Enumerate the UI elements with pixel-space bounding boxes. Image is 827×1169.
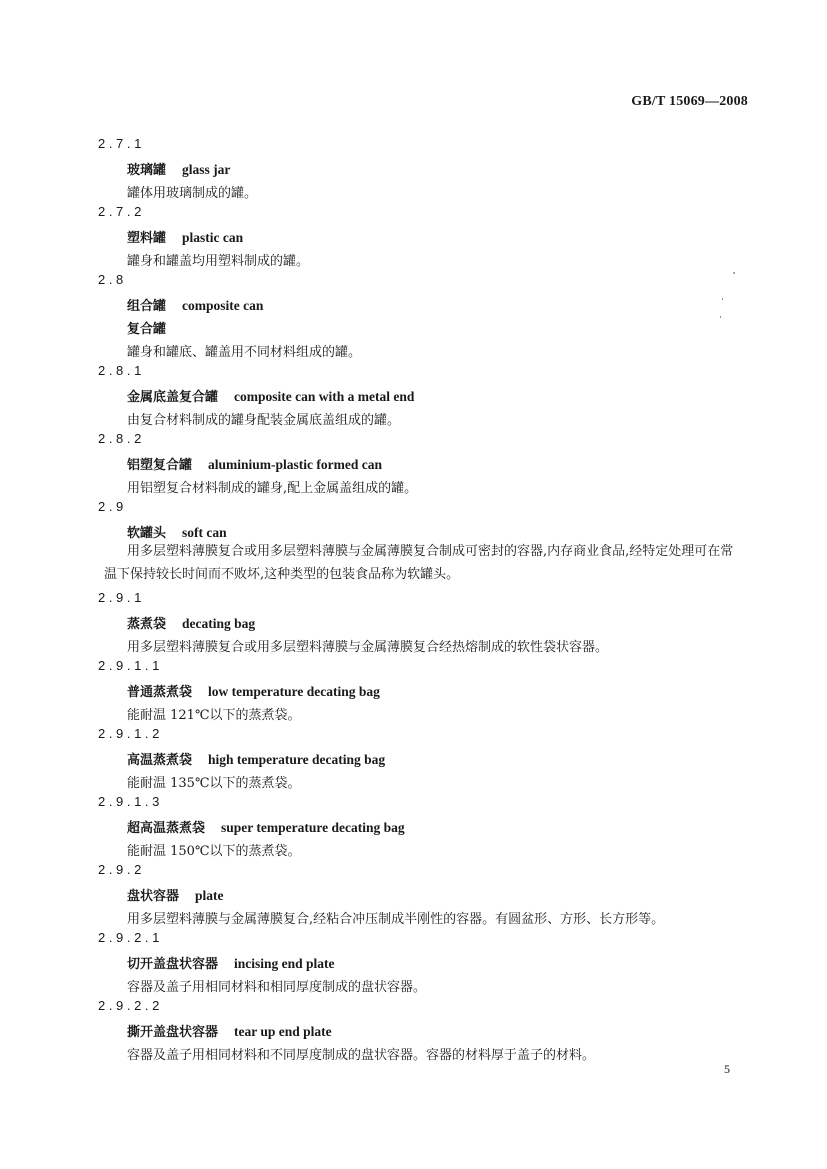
term-definition: 用铝塑复合材料制成的罐身,配上金属盖组成的罐。 [127, 481, 418, 496]
term-definition: 容器及盖子用相同材料和不同厚度制成的盘状容器。容器的材料厚于盖子的材料。 [127, 1048, 596, 1063]
term-en: composite can [182, 298, 264, 313]
term-zh: 高温蒸煮袋 [127, 753, 193, 768]
term-heading [127, 681, 380, 700]
term-heading [127, 953, 335, 972]
clause-number: 2.7.1 [98, 136, 145, 151]
term-zh: 软罐头 [127, 526, 167, 541]
term-en: glass jar [182, 162, 231, 177]
term-heading [127, 749, 385, 768]
clause-number: 2.9.2.1 [98, 930, 163, 945]
clause-number: 2.9.2 [98, 862, 145, 877]
term-heading [127, 227, 243, 246]
term-en: tear up end plate [234, 1024, 332, 1039]
term-heading [127, 817, 405, 836]
term-zh: 盘状容器 [127, 889, 180, 904]
term-definition: 能耐温 150℃以下的蒸煮袋。 [127, 844, 301, 859]
page-number: 5 [724, 1062, 730, 1076]
term-definition: 罐体用玻璃制成的罐。 [127, 186, 258, 201]
clause-number: 2.9.1.3 [98, 794, 163, 809]
term-zh: 铝塑复合罐 [127, 458, 193, 473]
term-zh: 超高温蒸煮袋 [127, 821, 206, 836]
term-en: super temperature decating bag [221, 820, 405, 835]
term-en: aluminium-plastic formed can [208, 457, 383, 472]
term-en: high temperature decating bag [208, 752, 386, 767]
term-synonym [127, 318, 166, 337]
term-definition: 能耐温 135℃以下的蒸煮袋。 [127, 776, 301, 791]
clause-number: 2.9.1.2 [98, 726, 163, 741]
term-zh: 蒸煮袋 [127, 617, 167, 632]
clause-number: 2.9.2.2 [98, 998, 163, 1013]
term-heading [127, 454, 382, 473]
clause-number: 2.9.1 [98, 590, 145, 605]
clause-number: 2.8 [98, 272, 127, 287]
term-en: plastic can [182, 230, 244, 245]
term-definition: 能耐温 121℃以下的蒸煮袋。 [127, 708, 301, 723]
term-definition: 罐身和罐盖均用塑料制成的罐。 [127, 254, 310, 269]
term-en: incising end plate [234, 956, 335, 971]
scan-speck [722, 298, 723, 300]
clause-number: 2.9 [98, 499, 127, 514]
clause-number: 2.8.1 [98, 363, 145, 378]
term-zh: 金属底盖复合罐 [127, 390, 219, 405]
term-zh: 切开盖盘状容器 [127, 957, 219, 972]
term-definition: 容器及盖子用相同材料和相同厚度制成的盘状容器。 [127, 980, 427, 995]
standard-code-header: GB/T 15069—2008 [631, 94, 748, 109]
clause-number: 2.7.2 [98, 204, 145, 219]
term-definition: 用多层塑料薄膜复合或用多层塑料薄膜与金属薄膜复合经热熔制成的软性袋状容器。 [127, 640, 609, 655]
clause-number: 2.9.1.1 [98, 658, 163, 673]
term-zh-alt: 复合罐 [127, 322, 167, 337]
term-heading [127, 885, 224, 904]
term-heading [127, 295, 263, 314]
clause-number: 2.8.2 [98, 431, 145, 446]
term-heading [127, 159, 230, 178]
term-zh: 撕开盖盘状容器 [127, 1025, 219, 1040]
scan-speck [733, 272, 735, 274]
term-heading [127, 1021, 332, 1040]
term-definition: 罐身和罐底、罐盖用不同材料组成的罐。 [127, 345, 362, 360]
term-en: soft can [182, 525, 227, 540]
term-definition: 用多层塑料薄膜复合或用多层塑料薄膜与金属薄膜复合制成可密封的容器,内存商业食品,经特定处理可在常温下保持较长时间而不败坏,这种类型的包装食品称为软罐头。 [104, 544, 734, 582]
term-heading [127, 613, 255, 632]
term-zh: 组合罐 [127, 299, 167, 314]
term-definition: 用多层塑料薄膜与金属薄膜复合,经粘合冲压制成半刚性的容器。有圆盆形、方形、长方形等。 [127, 912, 665, 927]
scan-speck [720, 316, 721, 318]
term-en: low temperature decating bag [208, 684, 380, 699]
term-zh: 普通蒸煮袋 [127, 685, 193, 700]
term-heading [127, 386, 414, 405]
term-zh: 塑料罐 [127, 231, 167, 246]
term-en: composite can with a metal end [234, 389, 415, 404]
term-definition: 由复合材料制成的罐身配装金属底盖组成的罐。 [127, 413, 401, 428]
term-en: decating bag [182, 616, 256, 631]
term-heading [127, 522, 227, 541]
term-en: plate [195, 888, 224, 903]
term-zh: 玻璃罐 [127, 163, 167, 178]
